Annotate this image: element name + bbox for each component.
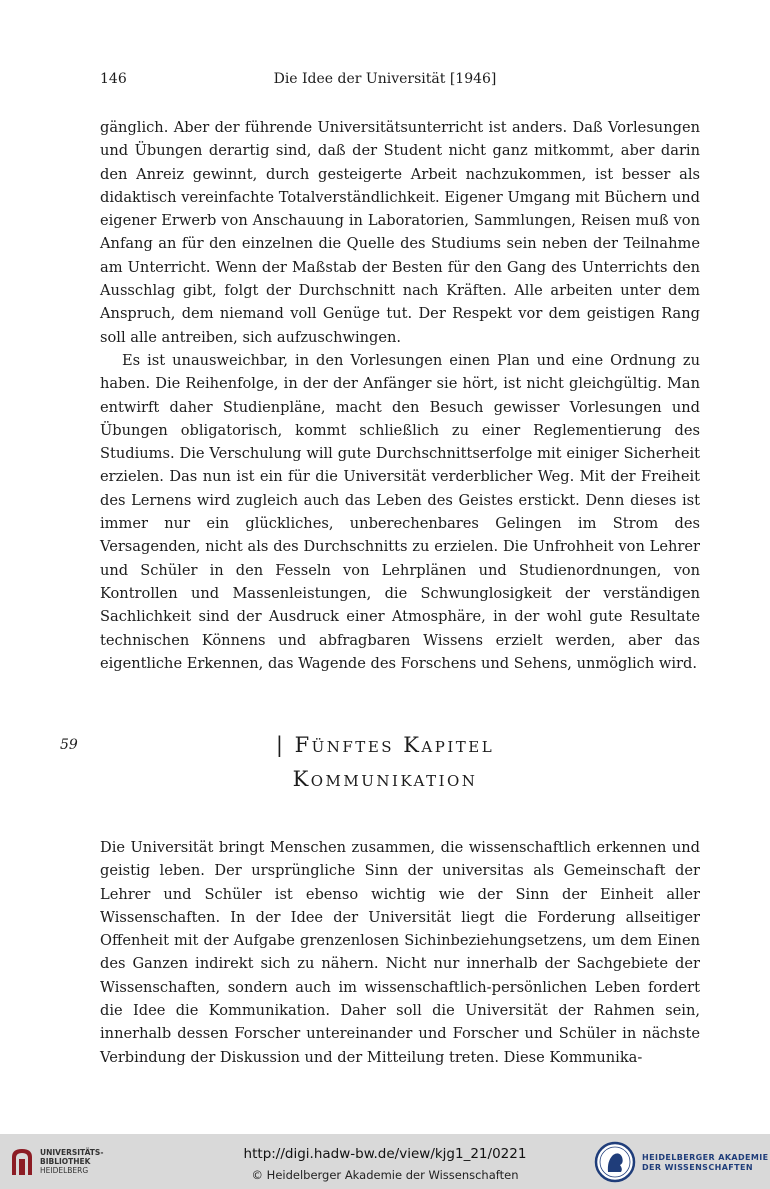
page-number: 146 bbox=[100, 71, 127, 87]
margin-page-reference: 59 bbox=[60, 737, 78, 753]
chapter-heading bbox=[0, 728, 770, 796]
footer-copyright: © Heidelberger Akademie der Wissenschaften bbox=[251, 1168, 519, 1182]
paragraph: Die Universität bringt Menschen zusammen, die wissenschaftlich erkennen und geistig leben. Der ursprüngliche Sinn der universitas als Gemeinschaft der Lehrer und Schüler ist ebenso wichtig wie der Sinn der Einheit aller Wissenschaften. In der Idee der Universität liegt die Forderung allseitiger Offenheit mit der Aufgabe grenzenlosen Sichinbeziehungsetzens, um dem Einen des Ganzen indirekt sich zu nähern. Nicht nur innerhalb der Sachgebiete der Wissenschaften, sondern auch im wissenschaftlich-persönlichen Leben fordert die Idee die Kommunikation. Daher soll die Universität der Rahmen sein, innerhalb dessen Forscher untereinander und Forscher und Schüler in nächste Verbindung der Diskussion und der Mitteilung treten. Diese Kommunika- bbox=[100, 839, 700, 1066]
paragraph: gänglich. Aber der führende Universitätsunterricht ist anders. Daß Vorlesungen und Übungen derartig sind, daß der Student nicht ganz mitkommt, aber darin den Anreiz gewinnt, durch gesteigerte Arbeit nachzukommen, ist besser als didaktisch vereinfachte Totalverständlichkeit. Eigener Umgang mit Büchern und eigener Erwerb von Anschauung in Laboratorien, Sammlungen, Reisen muß von Anfang an für den einzelnen die Quelle des Studiums sein neben der Teilnahme am Unterricht. Wenn der Maßstab der Besten für den Gang des Unterrichts den Ausschlag gibt, folgt der Durchschnitt nach Kräften. Alle arbeiten unter dem Anspruch, dem niemand voll Genüge tut. Der Respekt vor dem geistigen Rang soll alle antreiben, sich aufzuschwingen. bbox=[100, 119, 700, 346]
running-head: Die Idee der Universität [1946] bbox=[273, 71, 497, 87]
library-logo-line: BIBLIOTHEK bbox=[40, 1157, 91, 1166]
footer-url-link[interactable]: http://digi.hadw-bw.de/view/kjg1_21/0221 bbox=[243, 1146, 527, 1162]
academy-seal-icon bbox=[594, 1141, 636, 1183]
paragraph: Es ist unausweichbar, in den Vorlesungen einen Plan und eine Ordnung zu haben. Die Reihenfolge, in der der Anfänger sie hört, ist nicht gleichgültig. Man entwirft daher Studienpläne, macht den Besuch gewisser Vorlesungen und Übungen obligatorisch, kommt schließlich zu einer Reglementierung des Studiums. Die Verschulung will gute Durchschnittserfolge mit einiger Sicherheit erzielen. Das nun ist ein für die Universität verderblicher Weg. Mit der Freiheit des Lernens wird zugleich auch das Leben des Geistes erstickt. Denn dieses ist immer nur ein glückliches, unberechenbares Gelingen im Strom des Versagenden, nicht als des Durchschnitts zu erzielen. Die Unfrohheit von Lehrer und Schüler in den Fesseln von Lehrplänen und Studienordnungen, von Kontrollen und Massenleistungen, die Schwunglosigkeit der verständigen Sachlichkeit sind der Ausdruck einer Atmosphäre, in der wohl gute Resultate technischen Könnens und abfragbaren Wissens erzielt werden, aber das eigentliche Erkennen, das Wagende des Forschens und Sehens, unmöglich wird. bbox=[100, 351, 700, 672]
text-block-2 bbox=[100, 836, 700, 1069]
chapter-title: | Fünftes Kapitel bbox=[275, 733, 495, 757]
footer-bar bbox=[0, 1134, 770, 1189]
academy-logo-line: HEIDELBERGER AKADEMIE bbox=[642, 1153, 769, 1162]
library-logo-line: HEIDELBERG bbox=[40, 1166, 89, 1175]
text-block-1 bbox=[100, 116, 700, 675]
academy-logo[interactable] bbox=[594, 1141, 769, 1183]
academy-logo-text bbox=[642, 1153, 769, 1173]
academy-logo-line: DER WISSENSCHAFTEN bbox=[642, 1163, 753, 1172]
library-logo-line: UNIVERSITÄTS- bbox=[40, 1148, 104, 1157]
chapter-subtitle: Kommunikation bbox=[292, 767, 478, 791]
